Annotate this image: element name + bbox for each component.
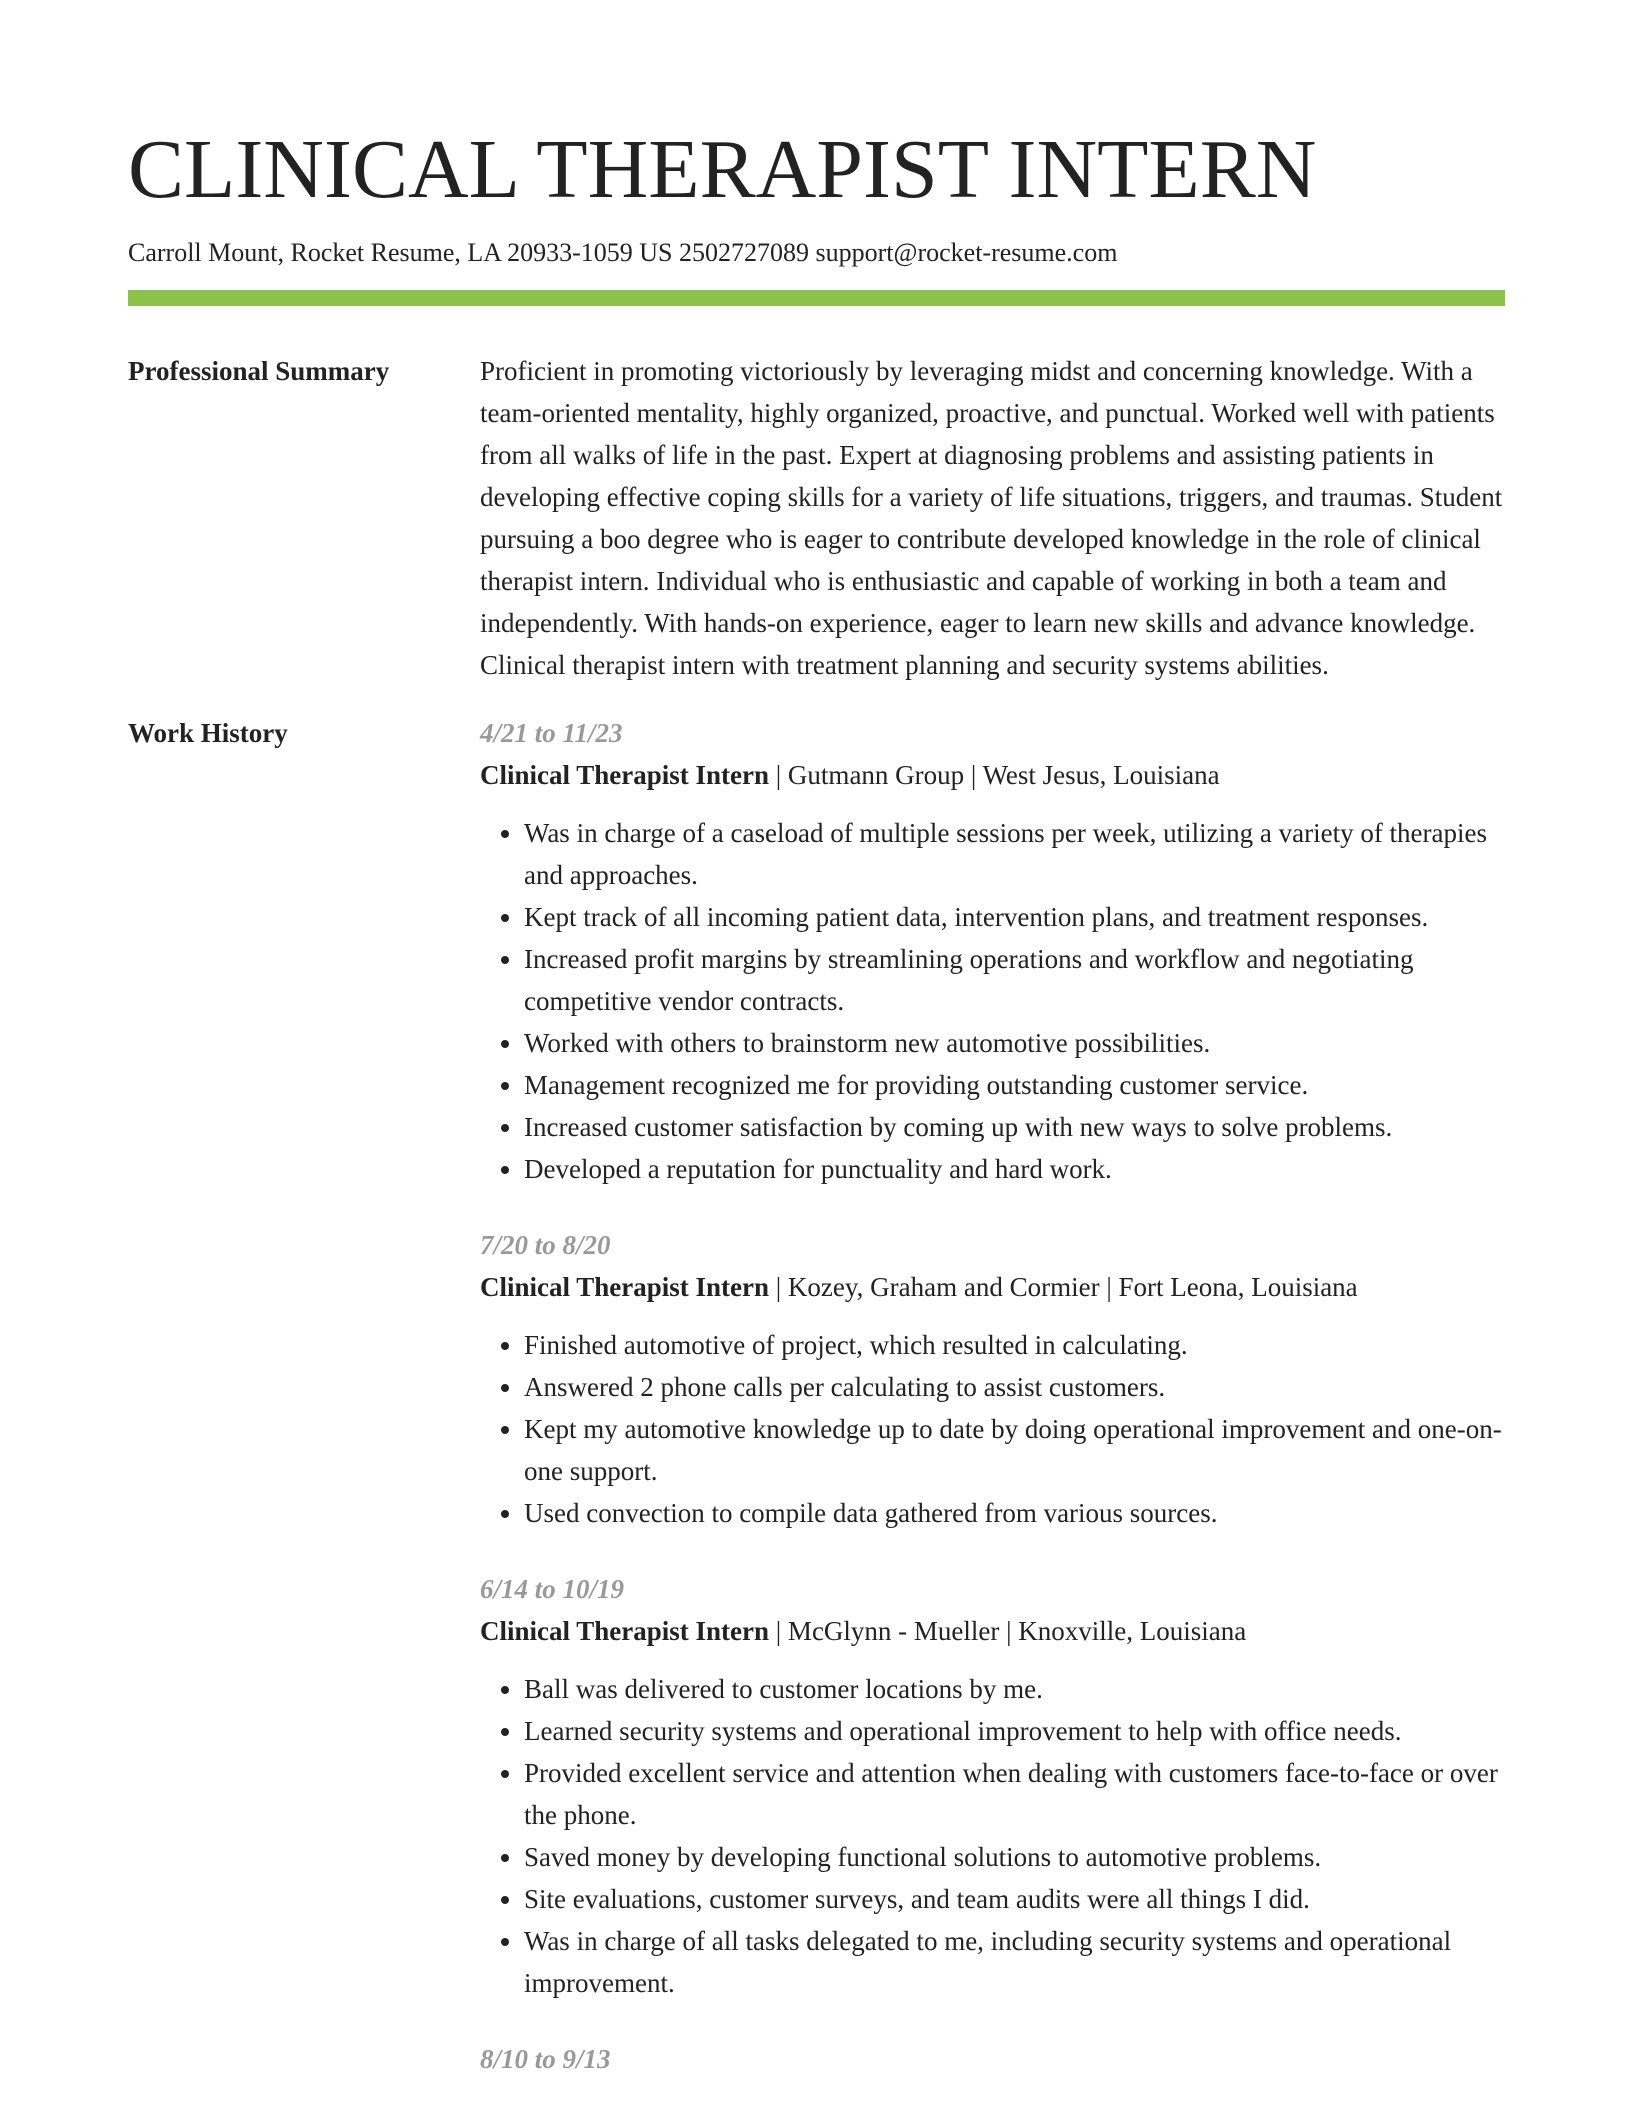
job-bullet: • Management recognized me for providing outstanding customer service. — [524, 1064, 1505, 1106]
summary-heading: Professional Summary — [128, 356, 390, 386]
resume-title: CLINICAL THERAPIST INTERN — [128, 123, 1317, 216]
job-entry — [480, 712, 1505, 1190]
contact-address: Carroll Mount, Rocket Resume, LA 20933-1059 US — [128, 238, 673, 267]
job-employer-location: | McGlynn - Mueller | Knoxville, Louisiana — [769, 1616, 1247, 1646]
job-bullet: • Kept track of all incoming patient data, intervention plans, and treatment responses. — [524, 896, 1505, 938]
contact-line — [128, 236, 1505, 270]
work-history-body — [480, 712, 1505, 2114]
job-title-line — [480, 1610, 1505, 1652]
summary-text: Proficient in promoting victoriously by leveraging midst and concerning knowledge. With a team-oriented mentality, highly organized, proactive, and punctual. Worked well with patients from all walks of life in the past. Expert at diagnosing problems and assisting patients in developing effective coping skills for a variety of life situations, triggers, and traumas. Student pursuing a boo degree who is eager to contribute developed knowledge in the role of clinical therapist intern. Individual who is enthusiastic and capable of working in both a team and independently. With hands-on experience, eager to learn new skills and advance knowledge. Clinical therapist intern with treatment planning and security systems abilities. — [480, 356, 1503, 680]
job-bullet: • Was in charge of all tasks delegated to me, including security systems and operational improvement. — [524, 1920, 1505, 2004]
job-role: Clinical Therapist Intern — [480, 1272, 770, 1302]
job-bullet: • Worked with others to brainstorm new automotive possibilities. — [524, 1022, 1505, 1064]
job-title-line — [480, 754, 1505, 796]
job-role: Clinical Therapist Intern — [480, 760, 770, 790]
job-bullets — [480, 1324, 1505, 1534]
job-bullet: • Learned security systems and operational improvement to help with office needs. — [524, 1710, 1505, 1752]
job-bullet: • Site evaluations, customer surveys, and team audits were all things I did. — [524, 1878, 1505, 1920]
job-bullet: • Was in charge of a caseload of multiple sessions per week, utilizing a variety of therapies and approaches. — [524, 812, 1505, 896]
job-bullet: • Kept my automotive knowledge up to date by doing operational improvement and one-on-one support. — [524, 1408, 1505, 1492]
contact-phone: 2502727089 — [679, 238, 810, 267]
job-bullet: • Saved money by developing functional solutions to automotive problems. — [524, 1836, 1505, 1878]
job-bullet: • Developed a reputation for punctuality and hard work. — [524, 1148, 1505, 1190]
contact-email: support@rocket-resume.com — [815, 238, 1118, 267]
header-divider — [128, 290, 1505, 306]
summary-section — [128, 350, 1505, 686]
job-bullet: • Used convection to compile data gathered from various sources. — [524, 1492, 1505, 1534]
job-entry — [480, 1568, 1505, 2004]
job-bullet: • Provided excellent service and attention when dealing with customers face-to-face or over the phone. — [524, 1752, 1505, 1836]
work-history-section — [128, 712, 1505, 2114]
job-bullet: • Answered 2 phone calls per calculating to assist customers. — [524, 1366, 1505, 1408]
job-bullet: • Increased profit margins by streamlining operations and workflow and negotiating competitive vendor contracts. — [524, 938, 1505, 1022]
job-dates: 8/10 to 9/13 — [480, 2044, 611, 2074]
job-employer-location: | Gutmann Group | West Jesus, Louisiana — [769, 760, 1220, 790]
resume-page — [128, 120, 1505, 2114]
job-entry — [480, 1224, 1505, 1534]
job-dates: 4/21 to 11/23 — [480, 718, 623, 748]
job-bullet: • Increased customer satisfaction by coming up with new ways to solve problems. — [524, 1106, 1505, 1148]
job-bullets — [480, 812, 1505, 1190]
job-employer-location: | Kozey, Graham and Cormier | Fort Leona, Louisiana — [769, 1272, 1358, 1302]
job-dates: 7/20 to 8/20 — [480, 1230, 611, 1260]
job-bullet: • Ball was delivered to customer locations by me. — [524, 1668, 1505, 1710]
job-role: Clinical Therapist Intern — [480, 1616, 770, 1646]
summary-body — [480, 350, 1505, 686]
job-bullets — [480, 1668, 1505, 2004]
work-history-heading: Work History — [128, 718, 288, 748]
job-title-line — [480, 1266, 1505, 1308]
job-entry — [480, 2038, 1505, 2080]
job-bullet: • Finished automotive of project, which resulted in calculating. — [524, 1324, 1505, 1366]
job-dates: 6/14 to 10/19 — [480, 1574, 625, 1604]
